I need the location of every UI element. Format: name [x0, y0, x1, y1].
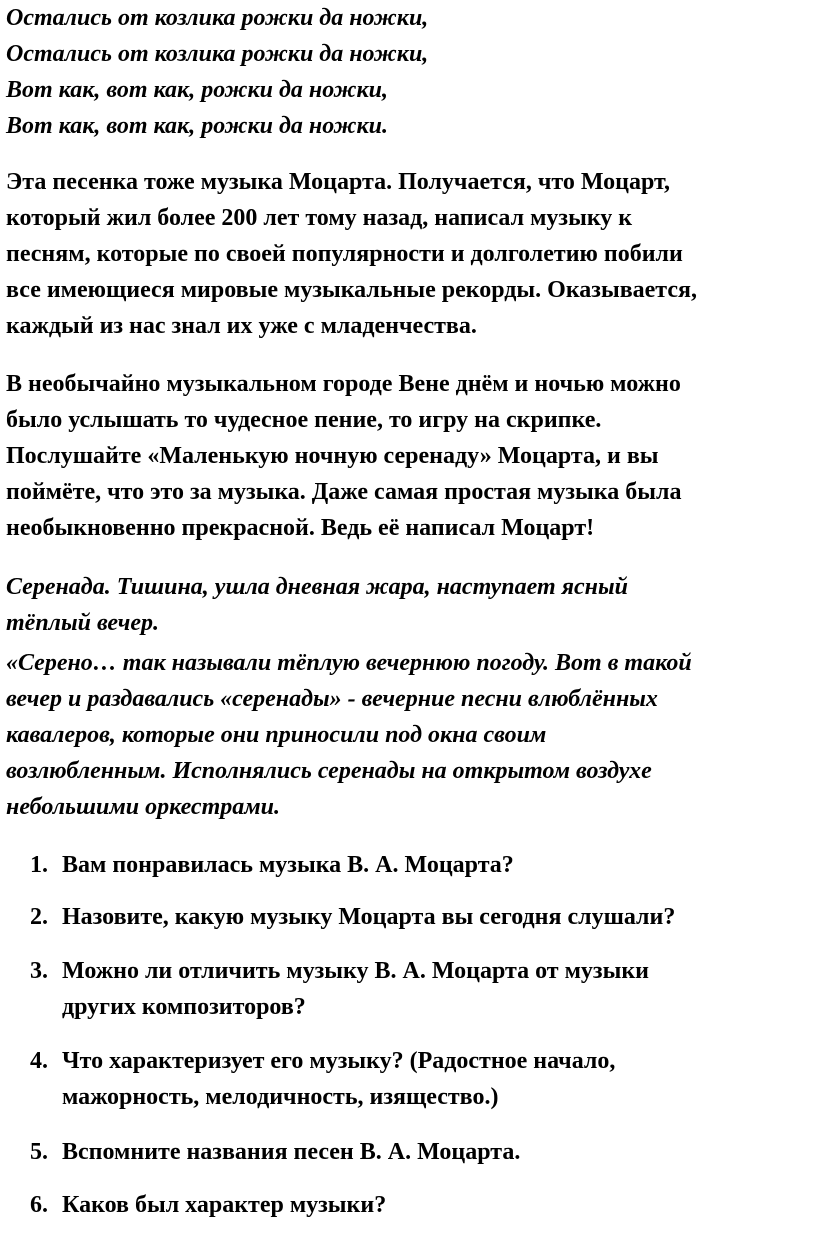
paragraph-line: В необычайно музыкальном городе Вене днём и ночью можно	[6, 371, 681, 397]
paragraph-line: тёплый вечер.	[6, 610, 159, 636]
paragraph-line: поймёте, что это за музыка. Даже самая простая музыка была	[6, 479, 682, 505]
paragraph-line: Эта песенка тоже музыка Моцарта. Получается, что Моцарт,	[6, 169, 671, 195]
question-number: 5.	[30, 1139, 48, 1165]
question-line: Вспомните названия песен В. А. Моцарта.	[62, 1139, 521, 1165]
question-number: 3.	[30, 958, 48, 984]
song-verse	[6, 0, 806, 144]
paragraph-line: необыкновенно прекрасной. Ведь её написал Моцарт!	[6, 515, 595, 541]
question-number: 2.	[30, 904, 48, 930]
question-line: Что характеризует его музыку? (Радостное начало,	[62, 1048, 616, 1074]
question-number: 6.	[30, 1192, 48, 1218]
question-line: мажорность, мелодичность, изящество.)	[62, 1084, 499, 1110]
question-text	[62, 953, 812, 1025]
question-line: Каков был характер музыки?	[62, 1192, 387, 1218]
paragraph-line: который жил более 200 лет тому назад, написал музыку к	[6, 205, 633, 231]
question-number: 4.	[30, 1048, 48, 1074]
paragraph-line: было услышать то чудесное пение, то игру на скрипке.	[6, 407, 602, 433]
verse-line: Остались от козлика рожки да ножки,	[6, 5, 429, 31]
question-text	[62, 1134, 812, 1170]
question-number: 1.	[30, 852, 48, 878]
paragraph-line: каждый из нас знал их уже с младенчества.	[6, 313, 477, 339]
paragraph-mozart-songs	[6, 164, 806, 344]
verse-line: Вот как, вот как, рожки да ножки,	[6, 77, 388, 103]
question-text	[62, 847, 812, 883]
question-text	[62, 899, 812, 935]
paragraph-vienna	[6, 366, 806, 546]
question-line: Назовите, какую музыку Моцарта вы сегодня слушали?	[62, 904, 676, 930]
verse-line: Остались от козлика рожки да ножки,	[6, 41, 429, 67]
question-line: Вам понравилась музыка В. А. Моцарта?	[62, 852, 514, 878]
question-text	[62, 1187, 812, 1223]
paragraph-line: небольшими оркестрами.	[6, 794, 281, 820]
verse-line: Вот как, вот как, рожки да ножки.	[6, 113, 388, 139]
paragraph-line: возлюбленным. Исполнялись серенады на открытом воздухе	[6, 758, 652, 784]
paragraph-serenade-explanation	[6, 645, 806, 825]
question-line: Можно ли отличить музыку В. А. Моцарта от музыки	[62, 958, 649, 984]
paragraph-line: «Серено… так называли тёплую вечернюю погоду. Вот в такой	[6, 650, 692, 676]
paragraph-line: Серенада. Тишина, ушла дневная жара, наступает ясный	[6, 574, 628, 600]
paragraph-line: песням, которые по своей популярности и долголетию побили	[6, 241, 683, 267]
paragraph-line: все имеющиеся мировые музыкальные рекорды. Оказывается,	[6, 277, 698, 303]
question-text	[62, 1043, 812, 1115]
paragraph-serenade-intro	[6, 569, 806, 641]
paragraph-line: Послушайте «Маленькую ночную серенаду» Моцарта, и вы	[6, 443, 659, 469]
question-line: других композиторов?	[62, 994, 306, 1020]
paragraph-line: вечер и раздавались «серенады» - вечерние песни влюблённых	[6, 686, 658, 712]
paragraph-line: кавалеров, которые они приносили под окна своим	[6, 722, 547, 748]
